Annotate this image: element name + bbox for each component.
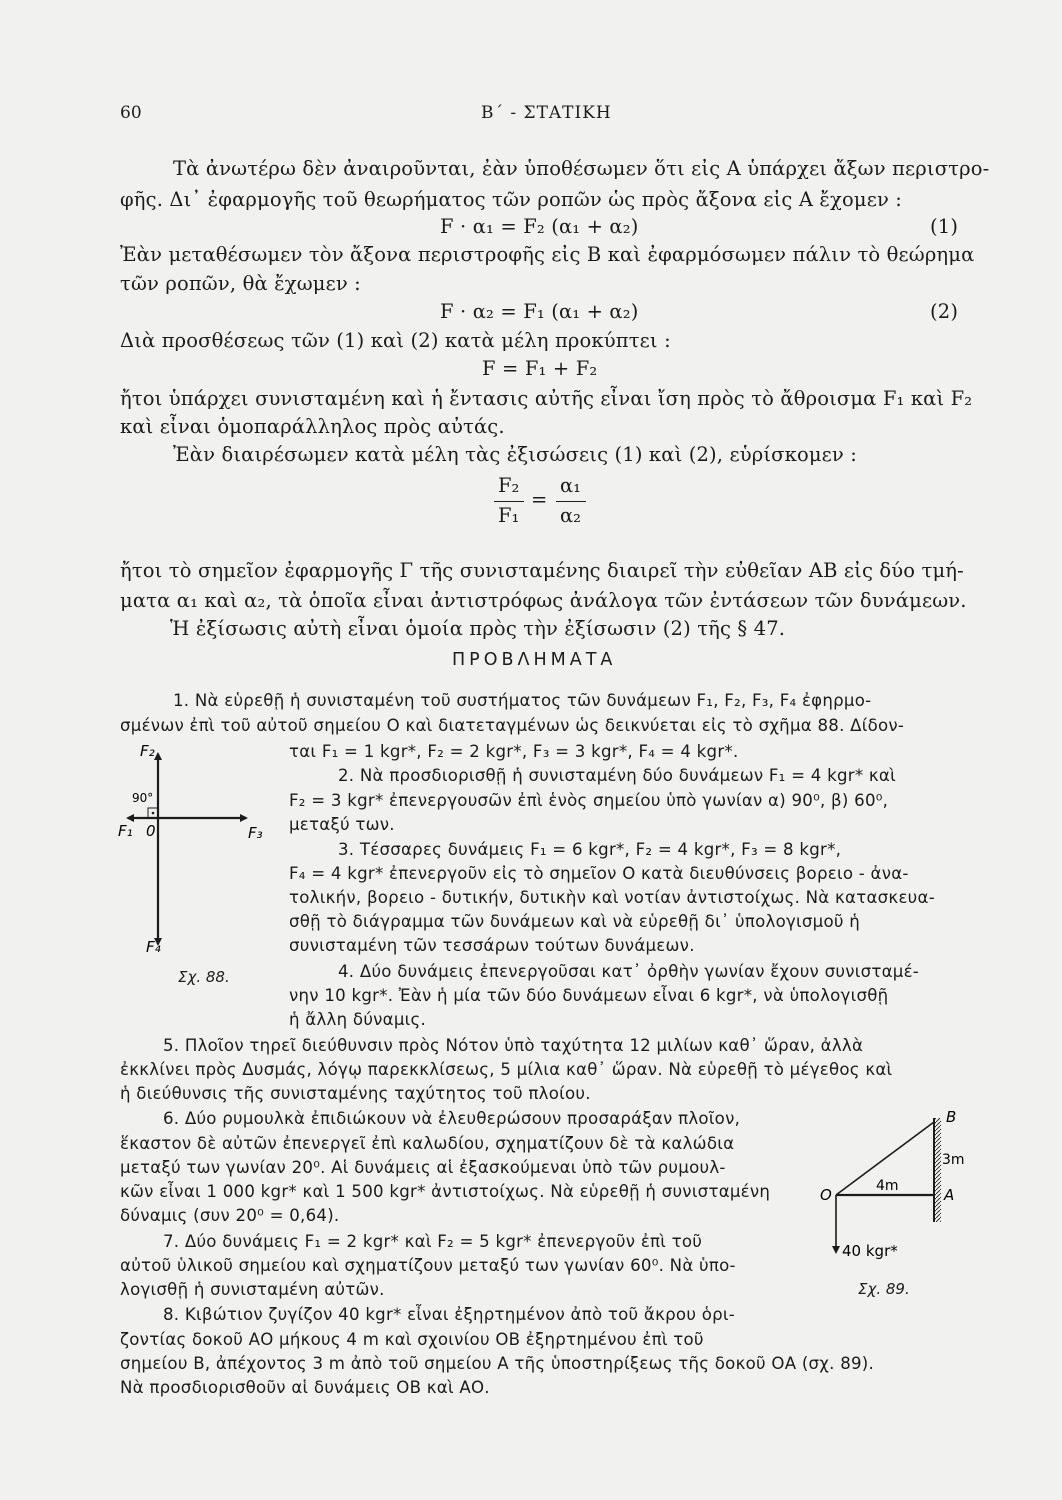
problem-line: ἡ ἄλλη δύναμις. bbox=[289, 1010, 427, 1029]
equation-2: F · α₂ = F₁ (α₁ + α₂) bbox=[440, 300, 639, 323]
body-line: Ἐὰν μεταθέσωμεν τὸν ἄξονα περιστροφῆς εἰς Β καὶ ἐφαρμόσωμεν πάλιν τὸ θεώρημα bbox=[120, 243, 975, 266]
label-f2: F₂ bbox=[140, 742, 155, 760]
label-f4: F₄ bbox=[146, 938, 161, 956]
equation-1-number: (1) bbox=[930, 215, 959, 238]
running-title: Β΄ - ΣΤΑΤΙΚΗ bbox=[481, 103, 612, 123]
problem-line: ἡ διεύθυνσις τῆς συνισταμένης ταχύτητος τοῦ πλοίου. bbox=[120, 1084, 591, 1103]
problem-line: 4. Δύο δυνάμεις ἐπενεργοῦσαι κατ᾽ ὀρθὴν γωνίαν ἔχουν συνισταμέ- bbox=[338, 962, 920, 981]
label-angle: 90° bbox=[132, 791, 154, 805]
problem-line: ζοντίας δοκοῦ ΑΟ μήκους 4 m καὶ σχοινίου ΟΒ ἐξηρτημένου ἐπὶ τοῦ bbox=[120, 1330, 704, 1349]
figure-88-caption: Σχ. 88. bbox=[178, 968, 230, 986]
fraction-right-bar bbox=[556, 501, 586, 502]
problem-line: F₂ = 3 kgr* ἐπενεργουσῶν ἐπὶ ἑνὸς σημείου ὑπὸ γωνίαν α) 90⁰, β) 60⁰, bbox=[289, 791, 889, 810]
label-load: 40 kgr* bbox=[842, 1242, 898, 1260]
figure-88 bbox=[110, 738, 285, 970]
equation-1: F · α₁ = F₂ (α₁ + α₂) bbox=[440, 215, 639, 238]
problem-line: ἕκαστον δὲ αὐτῶν ἐπενεργεῖ ἐπὶ καλωδίου, σχηματίζουν δὲ τὰ καλώδια bbox=[120, 1134, 735, 1153]
label-a: A bbox=[944, 1186, 955, 1204]
problem-line: μεταξύ των. bbox=[289, 815, 395, 834]
problem-line: μεταξύ των γωνίαν 20⁰. Αἱ δυνάμεις αἱ ἐξασκούμεναι ὑπὸ τῶν ρυμουλ- bbox=[120, 1158, 726, 1177]
equation-3: F = F₁ + F₂ bbox=[482, 357, 598, 380]
figure-89 bbox=[800, 1102, 980, 1272]
body-line: καὶ εἶναι ὁμοπαράλληλος πρὸς αὐτάς. bbox=[120, 415, 505, 438]
label-f1: F₁ bbox=[118, 822, 133, 840]
fraction-equals: = bbox=[531, 488, 548, 511]
problem-line: τολικήν, βορειο - δυτικήν, δυτικὴν καὶ νοτίαν ἀντιστοίχως. Νὰ κατασκευα- bbox=[289, 888, 935, 907]
problem-line: κῶν εἶναι 1 000 kgr* καὶ 1 500 kgr* ἀντιστοίχως. Νὰ εὑρεθῇ ἡ συνισταμένη bbox=[120, 1182, 771, 1201]
problem-line: 3. Τέσσαρες δυνάμεις F₁ = 6 kgr*, F₂ = 4 kgr*, F₃ = 8 kgr*, bbox=[338, 840, 842, 859]
body-line: φῆς. Δι᾽ ἐφαρμογῆς τοῦ θεωρήματος τῶν ροπῶν ὡς πρὸς ἄξονα εἰς Α ἔχομεν : bbox=[120, 188, 903, 211]
label-origin: 0 bbox=[146, 822, 156, 840]
label-4m: 4m bbox=[876, 1178, 899, 1194]
equation-2-number: (2) bbox=[930, 300, 959, 323]
body-line: Τὰ ἀνωτέρω δὲν ἀναιροῦνται, ἐὰν ὑποθέσωμεν ὅτι εἰς Α ὑπάρχει ἄξων περιστρο- bbox=[173, 157, 990, 180]
right-angle-dot bbox=[152, 812, 155, 815]
problem-line: 2. Νὰ προσδιορισθῇ ἡ συνισταμένη δύο δυνάμεων F₁ = 4 kgr* καὶ bbox=[338, 766, 896, 785]
label-o: O bbox=[820, 1186, 832, 1204]
problem-line: συνισταμένη τῶν τεσσάρων τούτων δυνάμεων. bbox=[289, 936, 695, 955]
problem-line: 5. Πλοῖον τηρεῖ διεύθυνσιν πρὸς Νότον ὑπὸ ταχύτητα 12 μιλίων καθ᾽ ὥραν, ἀλλὰ bbox=[163, 1036, 864, 1055]
fraction-equation bbox=[494, 474, 604, 534]
problem-line: Νὰ προσδιορισθοῦν αἱ δυνάμεις ΟΒ καὶ ΑΟ. bbox=[120, 1378, 490, 1397]
problem-line: 6. Δύο ρυμουλκὰ ἐπιδιώκουν νὰ ἐλευθερώσουν προσαράξαν πλοῖον, bbox=[163, 1109, 741, 1128]
label-3m: 3m bbox=[942, 1152, 965, 1168]
wall-hatching bbox=[934, 1118, 941, 1222]
fraction-left-denominator: F₁ bbox=[498, 504, 520, 527]
problem-line: νην 10 kgr*. Ἐὰν ἡ μία τῶν δύο δυνάμεων εἶναι 6 kgr*, νὰ ὑπολογισθῇ bbox=[289, 986, 889, 1005]
body-line: τῶν ροπῶν, θὰ ἔχωμεν : bbox=[120, 272, 361, 295]
problems-title: ΠΡΟΒΛΗΜΑΤΑ bbox=[452, 650, 617, 670]
body-line: ἤτοι ὑπάρχει συνισταμένη καὶ ἡ ἔντασις αὐτῆς εἶναι ἴση πρὸς τὸ ἄθροισμα F₁ καὶ F₂ bbox=[120, 387, 973, 410]
body-line: Διὰ προσθέσεως τῶν (1) καὶ (2) κατὰ μέλη προκύπτει : bbox=[120, 329, 671, 352]
problem-line: 8. Κιβώτιον ζυγίζον 40 kgr* εἶναι ἐξηρτημένον ἀπὸ τοῦ ἄκρου ὁρι- bbox=[163, 1305, 735, 1324]
figure-89-caption: Σχ. 89. bbox=[858, 1280, 910, 1298]
problem-line: σμένων ἐπὶ τοῦ αὐτοῦ σημείου Ο καὶ διατεταγμένων ὡς δεικνύεται εἰς τὸ σχῆμα 88. Δίδον- bbox=[120, 716, 905, 735]
problem-line: ται F₁ = 1 kgr*, F₂ = 2 kgr*, F₃ = 3 kgr*, F₄ = 4 kgr*. bbox=[289, 742, 739, 761]
body-line: Ἐὰν διαιρέσωμεν κατὰ μέλη τὰς ἐξισώσεις (1) καὶ (2), εὑρίσκομεν : bbox=[173, 443, 857, 466]
fraction-left-bar bbox=[494, 501, 524, 502]
body-line: Ἡ ἐξίσωσις αὐτὴ εἶναι ὁμοία πρὸς τὴν ἐξίσωσιν (2) τῆς § 47. bbox=[170, 617, 786, 640]
label-b: B bbox=[946, 1108, 957, 1126]
body-line: ἤτοι τὸ σημεῖον ἐφαρμογῆς Γ τῆς συνισταμένης διαιρεῖ τὴν εὐθεῖαν ΑΒ εἰς δύο τμή- bbox=[120, 559, 964, 582]
problem-line: σθῇ τὸ διάγραμμα τῶν δυνάμεων καὶ νὰ εὑρεθῇ δι᾽ ὑπολογισμοῦ ἡ bbox=[289, 912, 861, 931]
problem-line: ἐκκλίνει πρὸς Δυσμάς, λόγῳ παρεκκλίσεως, 5 μίλια καθ᾽ ὥραν. Νὰ εὑρεθῇ τὸ μέγεθος καὶ bbox=[120, 1060, 893, 1079]
problem-line: 1. Νὰ εὑρεθῇ ἡ συνισταμένη τοῦ συστήματος τῶν δυνάμεων F₁, F₂, F₃, F₄ ἐφηρμο- bbox=[173, 691, 872, 710]
problem-line: λογισθῇ ἡ συνισταμένη αὐτῶν. bbox=[120, 1280, 385, 1299]
label-f3: F₃ bbox=[248, 824, 263, 842]
fraction-left-numerator: F₂ bbox=[498, 474, 520, 497]
problem-line: αὐτοῦ ὑλικοῦ σημείου καὶ σχηματίζουν μεταξύ των γωνίαν 60⁰. Νὰ ὑπο- bbox=[120, 1256, 736, 1275]
fraction-right-denominator: α₂ bbox=[560, 504, 581, 527]
problem-line: σημείου Β, ἀπέχοντος 3 m ἀπὸ τοῦ σημείου Α τῆς ὑποστηρίξεως τῆς δοκοῦ ΟΑ (σχ. 89). bbox=[120, 1354, 875, 1373]
problem-line: 7. Δύο δυνάμεις F₁ = 2 kgr* καὶ F₂ = 5 kgr* ἐπενεργοῦν ἐπὶ τοῦ bbox=[163, 1232, 703, 1251]
page-number: 60 bbox=[120, 103, 142, 123]
body-line: ματα α₁ καὶ α₂, τὰ ὁποῖα εἶναι ἀντιστρόφως ἀνάλογα τῶν ἐντάσεων τῶν δυνάμεων. bbox=[120, 589, 967, 612]
problem-line: δύναμις (συν 20⁰ = 0,64). bbox=[120, 1206, 340, 1225]
problem-line: F₄ = 4 kgr* ἐπενεργοῦν εἰς τὸ σημεῖον Ο κατὰ διευθύνσεις βορειο - ἀνα- bbox=[289, 864, 909, 883]
fraction-right-numerator: α₁ bbox=[560, 474, 581, 497]
